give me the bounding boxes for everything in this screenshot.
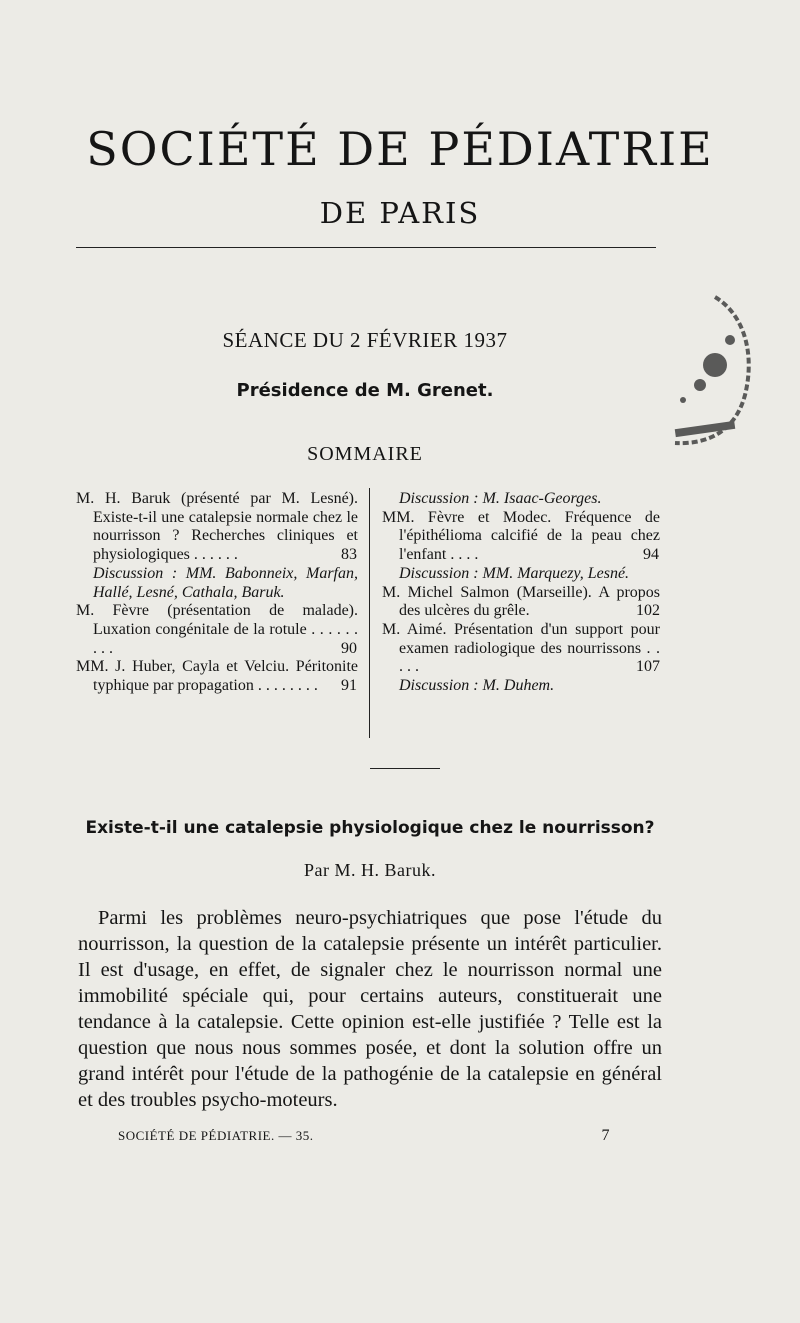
article-paragraph: Parmi les problèmes neuro-psychiatriques que pose l'étude du nourrisson, la question de la catalepsie présente un intérêt particulier. Il est d'usage, en effet, de signaler chez le nourrisson normal une immobilité spéciale qui, pour certains auteurs, constituerait une tendance à la catalepsie. Cette opinion est-elle justifiée ? Telle est la question que nous nous sommes posée, et dont la solution offre un grand intérêt pour l'étude de la pathogénie de la catalepsie en général et des troubles psycho-moteurs. [78, 907, 662, 1111]
section-rule [370, 768, 440, 769]
summary-entry: MM. Fèvre et Modec. Fréquence de l'épithélioma calcifié de la peau chez l'enfant . . . . 94 [382, 508, 660, 564]
page-number: 7 [601, 1127, 610, 1144]
column-divider [369, 488, 370, 738]
summary-discussion: Discussion : MM. Marquezy, Lesné. [399, 564, 630, 582]
summary-entry: M. Fèvre (présentation de malade). Luxation congénitale de la rotule . . . . . . . . . 90 [76, 602, 358, 657]
session-date: SÉANCE DU 2 FÉVRIER 1937 [222, 328, 508, 352]
page-footer [118, 1128, 610, 1144]
summary-right-column [382, 490, 660, 696]
header-rule [76, 247, 656, 248]
session-presidence: Présidence de M. Grenet. [236, 380, 494, 401]
summary-entry: M. Aimé. Présentation d'un support pour examen radiologique des nourrissons . . . . . 107 [382, 620, 660, 676]
summary-discussion: Discussion : M. Duhem. [399, 677, 555, 695]
summary-discussion: Discussion : MM. Babonneix, Marfan, Hallé, Lesné, Cathala, Baruk. [93, 564, 358, 601]
sommaire-heading: SOMMAIRE [307, 443, 423, 465]
summary-entry: M. Michel Salmon (Marseille). A propos des ulcères du grêle. 102 [382, 583, 660, 620]
journal-title: SOCIÉTÉ DE PÉDIATRIE [86, 122, 714, 176]
article-body [78, 905, 662, 1113]
journal-subtitle: DE PARIS [319, 196, 481, 230]
page-ref: 102 [636, 602, 660, 620]
library-stamp-icon [645, 285, 760, 455]
page-ref: 107 [636, 658, 660, 676]
summary-entry: M. H. Baruk (présenté par M. Lesné). Existe-t-il une catalepsie normale chez le nourrisson ? Recherches cliniques et physiologiques . . . . . . 83 [76, 490, 358, 564]
article-author: Par M. H. Baruk. [304, 860, 436, 880]
article-title: Existe-t-il une catalepsie physiologique chez le nourrisson? [85, 818, 655, 838]
summary-left-column [76, 490, 358, 696]
footer-journal: SOCIÉTÉ DE PÉDIATRIE. — 35. [118, 1128, 314, 1143]
summary-entry: MM. J. Huber, Cayla et Velciu. Péritonite typhique par propagation . . . . . . . . 91 [76, 658, 358, 695]
summary-discussion: Discussion : M. Isaac-Georges. [399, 490, 602, 507]
